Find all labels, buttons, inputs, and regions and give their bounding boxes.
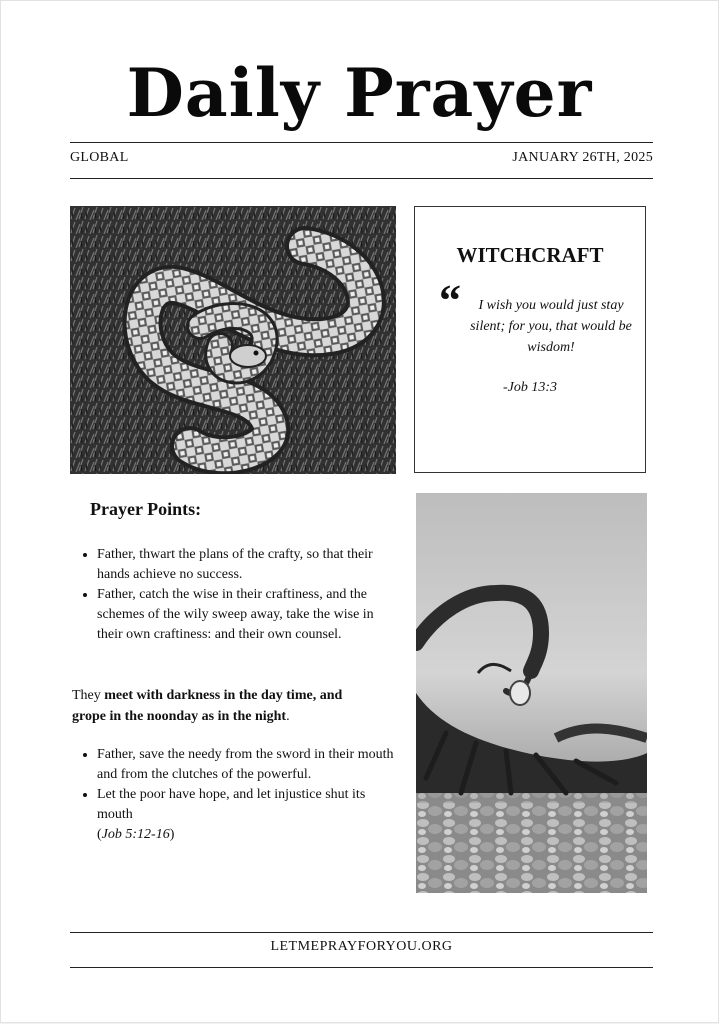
snake-photo	[70, 206, 396, 474]
masthead-title: Daily Prayer	[126, 54, 593, 132]
list-item: • Father, save the needy from the sword in their mouth and from the clutches of the powerful.	[97, 745, 397, 785]
list-item-text: Let the poor have hope, and let injustice shut its mouth	[97, 787, 366, 822]
quote-citation: -Job 13:3	[502, 380, 558, 395]
prayer-points-heading: Prayer Points:	[90, 499, 202, 519]
dateline-date: JANUARY 26TH, 2025	[512, 150, 653, 165]
citation-open: (	[97, 827, 102, 842]
list-item: • Father, catch the wise in their craftiness, and the schemes of the wily sweep away, take the wise in their own craftiness: and their own counsel.	[97, 585, 397, 645]
quote-text: I wish you would just stay silent; for you, that would be wisdom!	[470, 298, 632, 355]
snake-photo-graphic	[70, 206, 396, 474]
footer-top-rule	[70, 932, 653, 933]
scorpion-photo	[416, 493, 647, 893]
dateline-region: GLOBAL	[70, 150, 129, 165]
newsletter-page	[1, 1, 718, 1022]
quote-mark-icon: “	[439, 276, 461, 325]
paragraph-bold: meet with darkness in the day time, and grope in the noonday as in the night	[72, 688, 343, 724]
prayer-points-list-a	[80, 545, 397, 645]
paragraph-lead: They	[72, 688, 105, 703]
list-item	[97, 785, 397, 845]
citation-ref: Job 5:12-16	[101, 827, 170, 842]
header-top-rule	[70, 142, 653, 143]
footer-bottom-rule	[70, 967, 653, 968]
paragraph-tail: .	[286, 709, 290, 724]
citation-close: )	[169, 827, 175, 842]
witchcraft-quote-box	[414, 206, 646, 473]
darkness-paragraph	[72, 685, 372, 727]
dateline	[70, 150, 653, 166]
scorpion-photo-graphic	[416, 493, 647, 893]
list-item: • Father, thwart the plans of the crafty, so that their hands achieve no success.	[97, 545, 397, 585]
prayer-points-list-b	[80, 745, 397, 845]
header-bottom-rule	[70, 178, 653, 179]
footer-website: LETMEPRAYFORYOU.ORG	[270, 939, 453, 954]
quote-title: WITCHCRAFT	[456, 243, 604, 267]
scripture-citation	[97, 825, 397, 845]
